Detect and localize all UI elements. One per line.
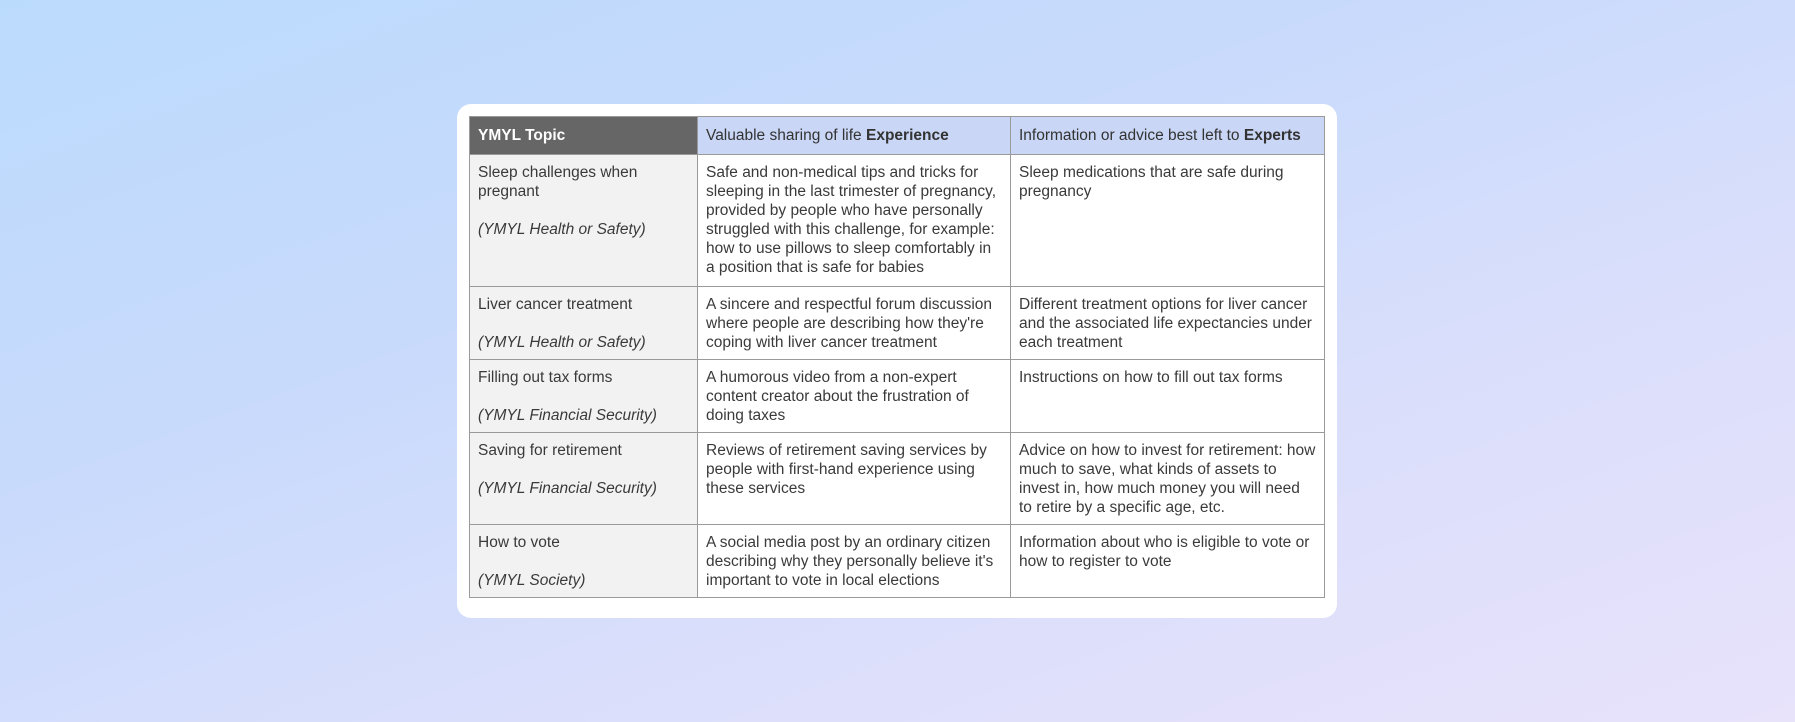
- experience-cell: A humorous video from a non-expert content creator about the frustration of doing taxes: [698, 360, 1011, 433]
- header-experience-prefix: Valuable sharing of life: [706, 127, 866, 144]
- header-experts-bold: Experts: [1243, 127, 1301, 144]
- topic-cell: [470, 525, 698, 598]
- experience-cell: Safe and non-medical tips and tricks for sleeping in the last trimester of pregnancy, provided by people who have personally struggled with this challenge, for example: how to use pillows to sleep comfortably in a position that is safe for babies: [698, 155, 1011, 287]
- experts-cell: Sleep medications that are safe during pregnancy: [1011, 155, 1325, 287]
- experts-cell: Information about who is eligible to vote or how to register to vote: [1011, 525, 1325, 598]
- table-header: [470, 117, 1325, 155]
- topic-category: (YMYL Society): [478, 572, 586, 589]
- topic-cell: [470, 287, 698, 360]
- topic-text: Liver cancer treatment: [478, 296, 633, 313]
- experience-cell: A sincere and respectful forum discussion where people are describing how they're coping with liver cancer treatment: [698, 287, 1011, 360]
- header-experts-prefix: Information or advice best left to: [1019, 127, 1244, 144]
- topic-text: Sleep challenges when pregnant: [478, 164, 638, 200]
- table-row: [470, 287, 1325, 360]
- experts-cell: Different treatment options for liver cancer and the associated life expectancies under each treatment: [1011, 287, 1325, 360]
- topic-cell: [470, 360, 698, 433]
- table-body: [470, 155, 1325, 598]
- experts-cell: Instructions on how to fill out tax forms: [1011, 360, 1325, 433]
- topic-text: How to vote: [478, 534, 560, 551]
- topic-category: (YMYL Health or Safety): [478, 334, 646, 351]
- table-row: [470, 360, 1325, 433]
- table-row: [470, 155, 1325, 287]
- experts-cell: Advice on how to invest for retirement: how much to save, what kinds of assets to invest in, how much money you will need to retire by a specific age, etc.: [1011, 433, 1325, 525]
- table-card: [457, 104, 1337, 618]
- header-experience-bold: Experience: [865, 127, 949, 144]
- table-row: [470, 525, 1325, 598]
- topic-cell: [470, 433, 698, 525]
- header-experts: [1011, 117, 1325, 155]
- topic-category: (YMYL Financial Security): [478, 480, 657, 497]
- topic-cell: [470, 155, 698, 287]
- header-experience: [698, 117, 1011, 155]
- topic-text: Saving for retirement: [478, 442, 622, 459]
- topic-text: Filling out tax forms: [478, 369, 613, 386]
- ymyl-table: [469, 116, 1325, 598]
- topic-category: (YMYL Health or Safety): [478, 221, 646, 238]
- header-row: [470, 117, 1325, 155]
- header-ymyl-topic: YMYL Topic: [470, 117, 698, 155]
- experience-cell: A social media post by an ordinary citizen describing why they personally believe it's important to vote in local elections: [698, 525, 1011, 598]
- table-row: [470, 433, 1325, 525]
- topic-category: (YMYL Financial Security): [478, 407, 657, 424]
- experience-cell: Reviews of retirement saving services by people with first-hand experience using these services: [698, 433, 1011, 525]
